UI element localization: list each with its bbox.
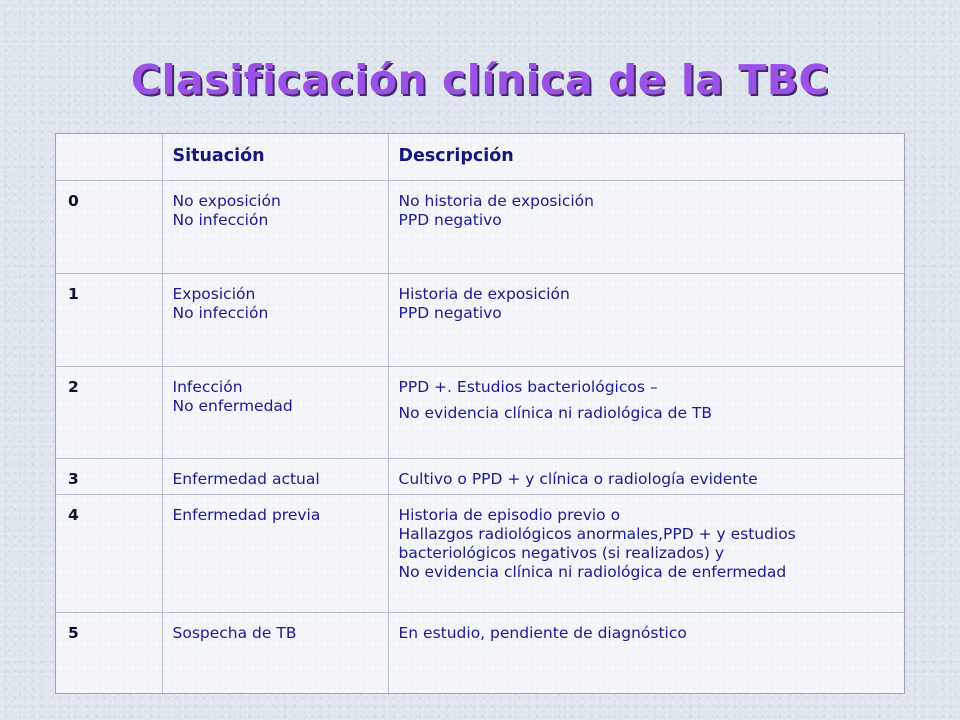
header-descripcion: Descripción <box>388 134 904 180</box>
situacion-line: Infección <box>172 377 243 396</box>
descripcion-line: Cultivo o PPD + y clínica o radiología evidente <box>398 469 758 488</box>
situacion-cell <box>162 612 388 695</box>
situacion-line: Sospecha de TB <box>172 623 297 642</box>
table-row <box>56 180 904 273</box>
situacion-cell <box>162 494 388 612</box>
situacion-line: No infección <box>172 303 269 322</box>
descripcion-line: Historia de episodio previo o <box>398 505 621 524</box>
descripcion-cell <box>388 180 904 273</box>
classification-table <box>55 133 905 694</box>
descripcion-line: PPD +. Estudios bacteriológicos – <box>398 377 658 396</box>
header-number <box>56 134 162 180</box>
table-row <box>56 612 904 695</box>
table-row <box>56 273 904 366</box>
situacion-cell <box>162 366 388 458</box>
table-row <box>56 366 904 458</box>
situacion-line: No exposición <box>172 191 281 210</box>
header-situacion: Situación <box>162 134 388 180</box>
table-row <box>56 494 904 612</box>
situacion-line: Exposición <box>172 284 256 303</box>
descripcion-cell <box>388 458 904 494</box>
descripcion-cell <box>388 612 904 695</box>
descripcion-line: bacteriológicos negativos (si realizados) y <box>398 543 725 562</box>
descripcion-line: No evidencia clínica ni radiológica de enfermedad <box>398 562 787 581</box>
situacion-line: Enfermedad previa <box>172 505 321 524</box>
row-number: 1 <box>56 273 162 366</box>
situacion-line: No infección <box>172 210 269 229</box>
descripcion-cell <box>388 366 904 458</box>
descripcion-line: No evidencia clínica ni radiológica de TB <box>398 403 713 422</box>
descripcion-line: Historia de exposición <box>398 284 570 303</box>
row-number: 0 <box>56 180 162 273</box>
descripcion-line: En estudio, pendiente de diagnóstico <box>398 623 687 642</box>
row-number: 3 <box>56 458 162 494</box>
situacion-line: Enfermedad actual <box>172 469 320 488</box>
table-header-row <box>56 134 904 180</box>
table-row <box>56 458 904 494</box>
row-number: 4 <box>56 494 162 612</box>
situacion-cell <box>162 180 388 273</box>
descripcion-line: No historia de exposición <box>398 191 594 210</box>
row-number: 2 <box>56 366 162 458</box>
descripcion-line: PPD negativo <box>398 210 502 229</box>
descripcion-cell <box>388 494 904 612</box>
descripcion-line: Hallazgos radiológicos anormales,PPD + y estudios <box>398 524 796 543</box>
situacion-cell <box>162 458 388 494</box>
tbc-table <box>56 134 904 695</box>
situacion-line: No enfermedad <box>172 396 293 415</box>
situacion-cell <box>162 273 388 366</box>
slide-title: Clasificación clínica de la TBC <box>130 56 830 104</box>
descripcion-line: PPD negativo <box>398 303 502 322</box>
row-number: 5 <box>56 612 162 695</box>
descripcion-cell <box>388 273 904 366</box>
